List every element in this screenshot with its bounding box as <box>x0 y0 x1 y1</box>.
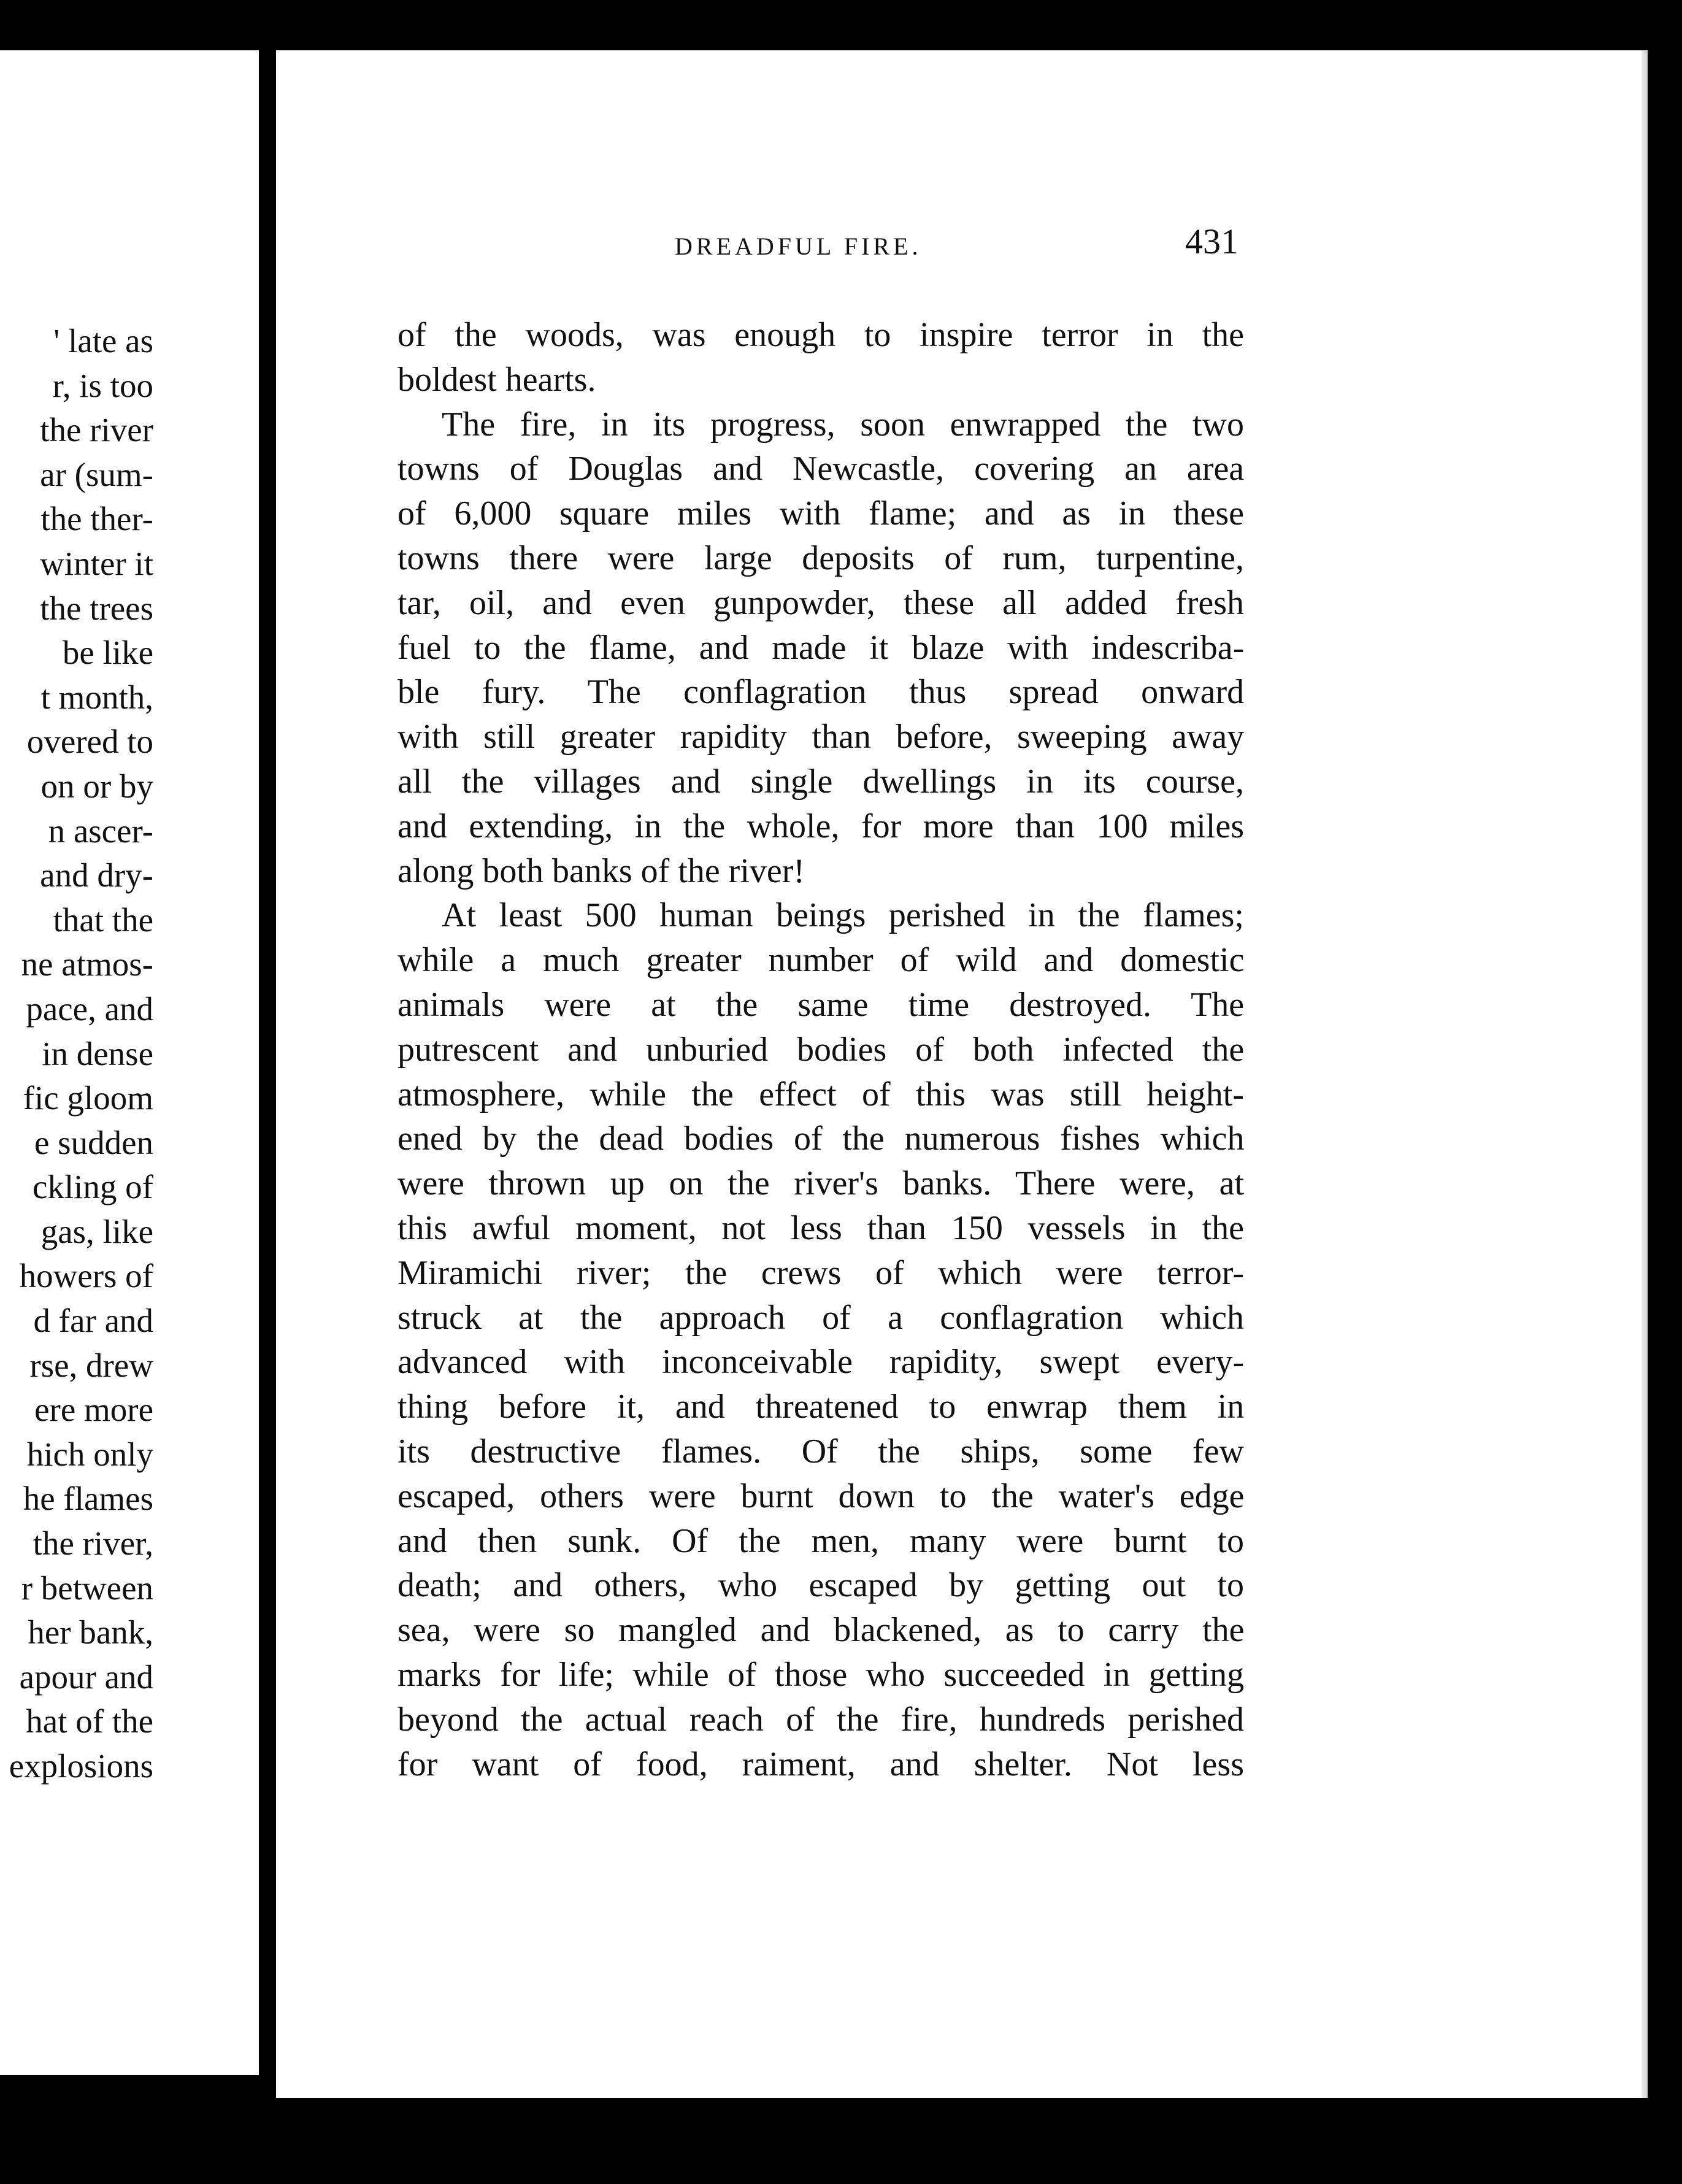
text-line: advanced with inconceivable rapidity, swept every- <box>397 1343 1245 1382</box>
book-gutter <box>259 0 276 2184</box>
previous-page-line: and dry- <box>40 856 153 894</box>
text-line: its destructive flames. Of the ships, some few <box>397 1432 1244 1471</box>
text-line: marks for life; while of those who succeeded in getting <box>397 1655 1245 1694</box>
text-line: Miramichi river; the crews of which were terror- <box>397 1253 1244 1292</box>
previous-page-line: ar (sum- <box>40 455 153 493</box>
previous-page-line: n ascer- <box>48 812 153 850</box>
text-line: with still greater rapidity than before, sweeping away <box>397 718 1245 756</box>
text-line: were thrown up on the river's banks. There were, at <box>397 1164 1244 1203</box>
previous-page-line: rse, drew <box>29 1346 153 1384</box>
previous-page-line: overed to <box>26 723 153 761</box>
previous-page-line: the ther- <box>40 500 153 538</box>
text-line: putrescent and unburied bodies of both infected the <box>397 1030 1245 1069</box>
text-line: towns there were large deposits of rum, turpentine, <box>397 539 1244 577</box>
page-number: 431 <box>1185 221 1238 261</box>
text-line: of 6,000 square miles with flame; and as in these <box>397 494 1244 533</box>
running-head: DREADFUL FIRE. <box>675 233 922 260</box>
text-line: beyond the actual reach of the fire, hundreds perished <box>397 1700 1244 1739</box>
previous-page-line: e sudden <box>34 1123 153 1161</box>
previous-page <box>0 50 259 2075</box>
text-line: this awful moment, not less than 150 vessels in the <box>397 1209 1244 1247</box>
previous-page-line: her bank, <box>28 1613 153 1651</box>
previous-page-line: gas, like <box>40 1212 153 1250</box>
previous-page-line: ' late as <box>53 322 153 360</box>
text-line: atmosphere, while the effect of this was still height- <box>397 1075 1244 1113</box>
previous-page-line: apour and <box>19 1658 153 1696</box>
previous-page-line: on or by <box>40 767 153 805</box>
previous-page-line: the river <box>40 411 153 449</box>
text-line: boldest hearts. <box>397 360 596 399</box>
text-line: along both banks of the river! <box>397 852 805 890</box>
previous-page-line: ckling of <box>32 1168 153 1206</box>
page-edge <box>1642 50 1648 2098</box>
previous-page-line: t month, <box>40 678 153 716</box>
paragraph-first-line: The fire, in its progress, soon enwrapped the two <box>442 405 1244 444</box>
text-line: and extending, in the whole, for more than 100 miles <box>397 807 1244 845</box>
previous-page-line: r between <box>21 1569 153 1607</box>
previous-page-line: in dense <box>42 1034 153 1072</box>
previous-page-line: r, is too <box>52 366 153 404</box>
previous-page-line: be like <box>62 634 153 672</box>
text-line: sea, were so mangled and blackened, as to carry the <box>397 1611 1245 1650</box>
text-line: animals were at the same time destroyed. The <box>397 985 1245 1024</box>
body-text <box>397 313 1244 1786</box>
previous-page-line: d far and <box>33 1302 153 1340</box>
previous-page-line: the river, <box>33 1525 153 1563</box>
text-line: thing before it, and threatened to enwrap them in <box>397 1388 1245 1426</box>
current-page <box>276 50 1648 2098</box>
previous-page-line: fic gloom <box>23 1079 153 1117</box>
previous-page-line: the trees <box>40 589 153 627</box>
text-line: ened by the dead bodies of the numerous fishes which <box>397 1120 1245 1158</box>
text-line: all the villages and single dwellings in its course, <box>397 762 1244 801</box>
previous-page-line: pace, and <box>26 990 153 1028</box>
text-line: ble fury. The conflagration thus spread onward <box>397 673 1245 712</box>
previous-page-line: he flames <box>23 1480 153 1518</box>
paragraph-first-line: At least 500 human beings perished in the flames; <box>442 896 1244 935</box>
previous-page-line: hich only <box>26 1435 153 1473</box>
previous-page-line: winter it <box>40 544 153 582</box>
previous-page-line: hat of the <box>26 1702 153 1740</box>
text-line: tar, oil, and even gunpowder, these all added fresh <box>397 583 1244 622</box>
text-line: escaped, others were burnt down to the water's edge <box>397 1477 1245 1515</box>
previous-page-line: explosions <box>9 1747 153 1785</box>
previous-page-line: ne atmos- <box>21 945 153 983</box>
text-line: while a much greater number of wild and domestic <box>397 941 1245 980</box>
text-line: of the woods, was enough to inspire terror in the <box>397 316 1244 354</box>
text-line: for want of food, raiment, and shelter. Not less <box>397 1745 1244 1783</box>
previous-page-line: howers of <box>19 1257 153 1295</box>
previous-page-line: ere more <box>34 1391 153 1429</box>
text-line: struck at the approach of a conflagration which <box>397 1298 1244 1337</box>
text-line: and then sunk. Of the men, many were burnt to <box>397 1521 1244 1560</box>
previous-page-line: that the <box>53 901 153 939</box>
text-line: death; and others, who escaped by getting out to <box>397 1566 1244 1605</box>
previous-page-text <box>0 319 153 1789</box>
text-line: fuel to the flame, and made it blaze with indescriba- <box>397 628 1245 667</box>
text-line: towns of Douglas and Newcastle, covering an area <box>397 450 1245 488</box>
